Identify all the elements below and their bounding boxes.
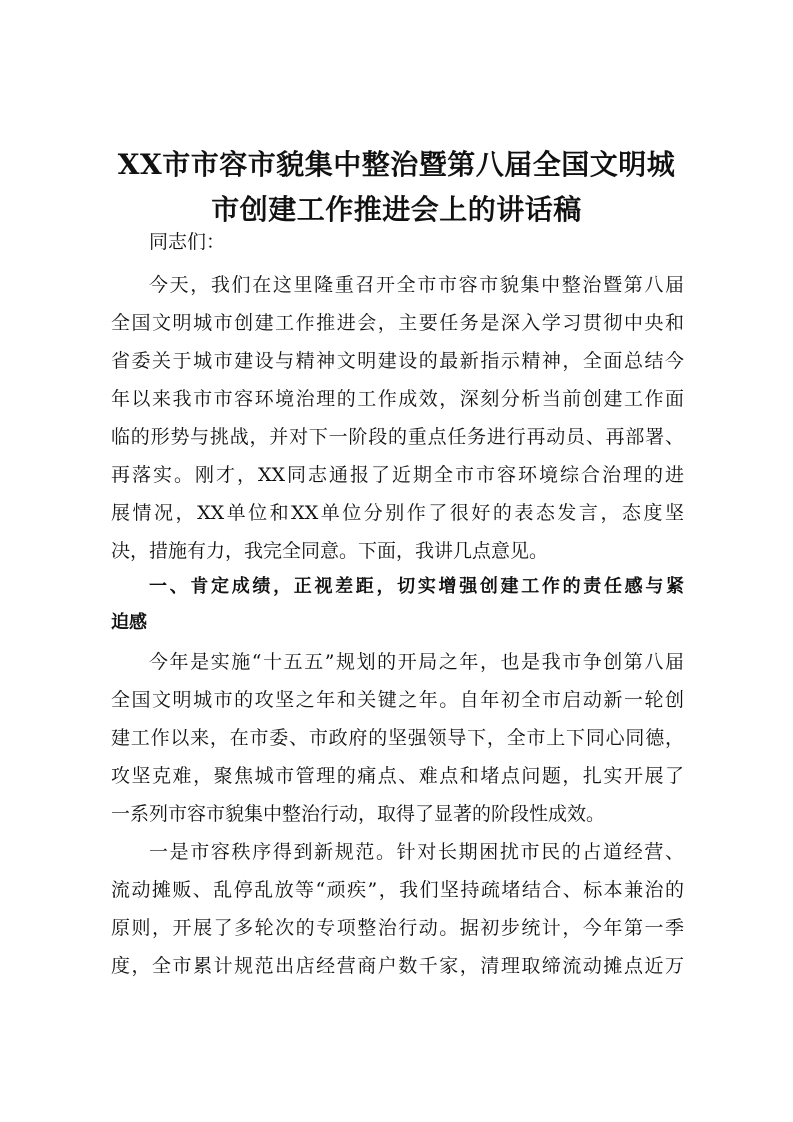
section-heading-line-2: 迫感 — [111, 612, 147, 633]
paragraph-line: 度，全市累计规范出店经营商户数千家，清理取缔流动摊点近万 — [111, 955, 684, 977]
paragraph-line: 原则，开展了多轮次的专项整治行动。据初步统计，今年第一季 — [111, 917, 684, 939]
paragraph-line: 全国文明城市创建工作推进会，主要任务是深入学习贯彻中央和 — [111, 312, 684, 334]
paragraph-line: 今天，我们在这里隆重召开全市市容市貌集中整治暨第八届 — [149, 274, 684, 296]
document-title-line-2: 市创建工作推进会上的讲话稿 — [211, 193, 582, 226]
paragraph-line: 建工作以来，在市委、市政府的坚强领导下，全市上下同心同德， — [111, 727, 684, 749]
salutation: 同志们： — [149, 231, 226, 253]
paragraph-line: 一是市容秩序得到新规范。针对长期困扰市民的占道经营、 — [149, 841, 684, 863]
document-title-line-1: XX市市容市貌集中整治暨第八届全国文明城 — [117, 148, 676, 181]
section-heading-line-1: 一、肯定成绩，正视差距，切实增强创建工作的责任感与紧 — [149, 576, 684, 597]
paragraph-line: 流动摊贩、乱停乱放等“顽疾”，我们坚持疏堵结合、标本兼治的 — [111, 879, 684, 901]
paragraph-line: 省委关于城市建设与精神文明建设的最新指示精神，全面总结今 — [111, 350, 684, 372]
paragraph-line: 年以来我市市容环境治理的工作成效，深刻分析当前创建工作面 — [111, 388, 684, 410]
paragraph-line: 展情况，XX单位和XX单位分别作了很好的表态发言，态度坚 — [111, 502, 684, 524]
paragraph-line: 全国文明城市的攻坚之年和关键之年。自年初全市启动新一轮创 — [111, 689, 684, 711]
paragraph-line: 今年是实施“十五五”规划的开局之年，也是我市争创第八届 — [149, 651, 684, 673]
paragraph-line: 攻坚克难，聚焦城市管理的痛点、难点和堵点问题，扎实开展了 — [111, 765, 684, 787]
paragraph-line: 临的形势与挑战，并对下一阶段的重点任务进行再动员、再部署、 — [111, 426, 684, 448]
paragraph-line: 一系列市容市貌集中整治行动，取得了显著的阶段性成效。 — [111, 803, 606, 825]
paragraph-line: 再落实。刚才，XX同志通报了近期全市市容环境综合治理的进 — [111, 464, 684, 486]
paragraph-line: 决，措施有力，我完全同意。下面，我讲几点意见。 — [111, 540, 549, 562]
